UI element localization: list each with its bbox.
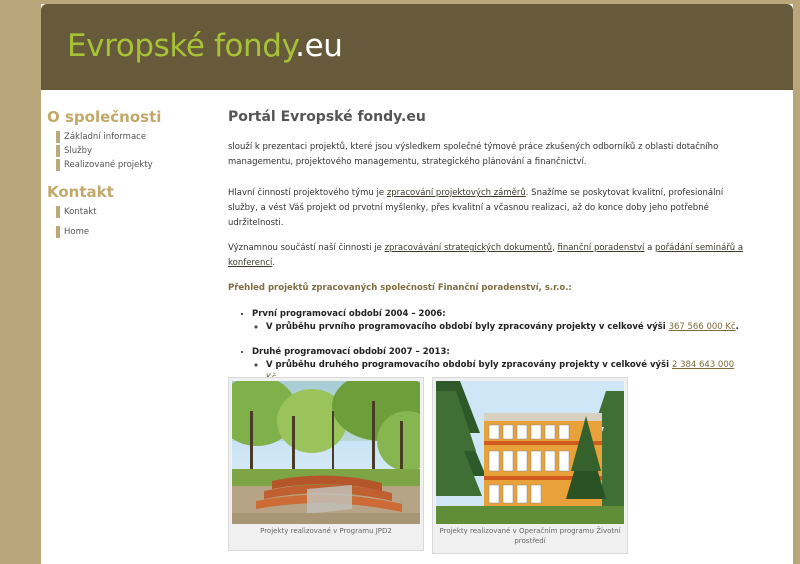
page-container <box>41 4 793 564</box>
list-item <box>252 308 748 334</box>
sidebar-item-home[interactable]: Home <box>56 226 207 238</box>
period1-sum-link[interactable]: 367 566 000 Kč <box>668 322 736 332</box>
logo-tld: .eu <box>295 28 343 64</box>
project-plans-link[interactable]: zpracování projektových záměrů <box>386 188 526 198</box>
period-title: Druhé programovací období 2007 – 2013: <box>252 347 450 357</box>
seminars-link[interactable]: pořádání seminářů a konferencí <box>228 243 744 268</box>
text-span: , <box>552 243 558 253</box>
site-logo[interactable] <box>67 24 342 68</box>
page-title: Portál Evropské fondy.eu <box>228 109 426 125</box>
period2-sum-link[interactable]: 2 384 643 000 <box>671 360 735 370</box>
list-item <box>266 321 748 334</box>
gallery-caption: Projekty realizované v Programu JPD2 <box>260 527 392 535</box>
sidebar-item-realized-projects[interactable]: Realizované projekty <box>56 159 207 171</box>
sidebar-item-services[interactable]: Služby <box>56 145 207 157</box>
intro-paragraph: slouží k prezentaci projektů, které jsou výsledkem společné týmové práce zkušených odborníků z oblasti dotačního managementu, projektového managementu, strategického plánování a finančnictví. <box>228 142 719 167</box>
sidebar <box>47 108 207 240</box>
sidebar-menu-contact <box>56 206 207 218</box>
sidebar-heading-contact: Kontakt <box>47 183 114 201</box>
text-span: . <box>272 258 276 268</box>
site-header <box>41 4 793 90</box>
sidebar-menu-home <box>56 226 207 238</box>
text-span: V průběhu druhého programovacího období byly zpracovány projekty v celkové výši <box>266 360 672 370</box>
activities-paragraph <box>228 241 748 271</box>
sidebar-item-basic-info[interactable]: Základní informace <box>56 131 207 143</box>
main-content <box>228 108 748 545</box>
sidebar-menu-company <box>56 131 207 171</box>
text-span: V průběhu prvního programovacího období byly zpracovány projekty v celkové výši <box>266 322 669 332</box>
park-amphitheatre-image <box>232 381 420 524</box>
projects-overview-heading: Přehled projektů zpracovaných společností Finanční poradenství, s.r.o.: <box>228 283 572 293</box>
text-span: . Snažíme se poskytovat kvalitní, profesionální služby, a vést Váš projekt od prvotní myšlenky, přes kvalitní a včasnou realizaci, až do konce doby jeho potřebné udržitelnosti. <box>228 188 724 228</box>
text-span: a <box>644 243 656 253</box>
financial-advisory-link[interactable]: finanční poradenství <box>557 243 645 253</box>
text-span: . <box>735 322 739 332</box>
gallery-item[interactable] <box>432 377 628 554</box>
sublist <box>252 321 748 334</box>
main-activity-paragraph <box>228 186 748 231</box>
sidebar-heading-company: O společnosti <box>47 108 162 126</box>
strategic-documents-link[interactable]: zpracovávání strategických dokumentů <box>384 243 553 253</box>
gallery-item[interactable] <box>228 377 424 551</box>
text-span: Hlavní činností projektového týmu je <box>228 188 387 198</box>
school-building-image <box>436 381 624 524</box>
park-amphitheatre-photo[interactable] <box>232 381 420 524</box>
sidebar-item-contact[interactable]: Kontakt <box>56 206 207 218</box>
period-title: První programovací období 2004 – 2006: <box>252 309 446 319</box>
project-gallery <box>228 372 648 562</box>
logo-brand: Evropské fondy <box>67 28 296 64</box>
school-building-photo[interactable] <box>436 381 624 524</box>
gallery-caption: Projekty realizované v Operačním programu Životní prostředí <box>439 527 621 545</box>
text-span: Významnou součástí naší činnosti je <box>228 243 385 253</box>
